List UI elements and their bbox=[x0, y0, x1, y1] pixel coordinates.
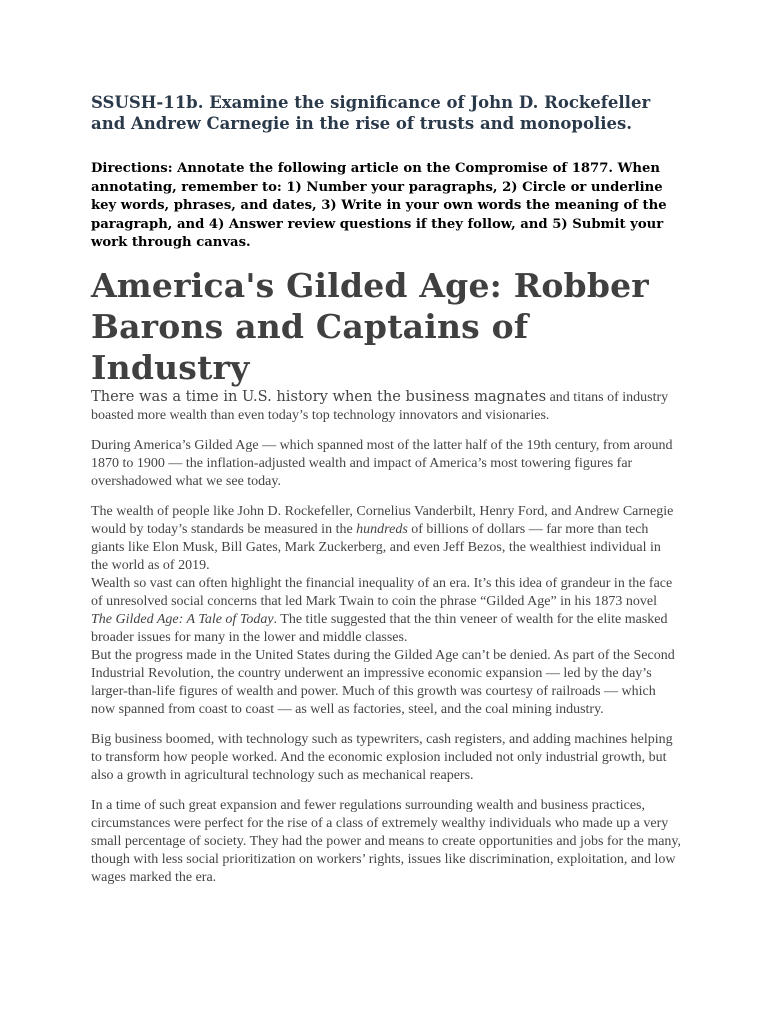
paragraph-6: In a time of such great expansion and fewer regulations surrounding wealth and business practices, circumstances were perfect for the rise of a class of extremely wealthy individuals who made up a very small percentage of society. They had the power and means to create opportunities and jobs for the many, though with less social prioritization on workers’ rights, issues like discrimination, exploitation, and low wages marked the era. bbox=[91, 797, 682, 885]
paragraph-5: Big business boomed, with technology such as typewriters, cash registers, and adding machines helping to transform how people worked. And the economic explosion included not only industrial growth, but also a growth in agricultural technology such as mechanical reapers. bbox=[91, 731, 673, 783]
directions-text: Directions: Annotate the following article on the Compromise of 1877. When annotating, remember to: 1) Number your paragraphs, 2) Circle or underline key words, phrases, and dates, 3) Write in your own words the meaning of the paragraph, and 4) Answer review questions if they follow, and 5) Submit your work through canvas. bbox=[91, 161, 667, 250]
lead-large-text: There was a time in U.S. history when the business magnates bbox=[91, 387, 547, 405]
standard-heading: SSUSH-11b. Examine the significance of John D. Rockefeller and Andrew Carnegie in the rise of trusts and monopolies. bbox=[91, 93, 651, 133]
paragraph-3-part-b: . The title suggested that the thin veneer of wealth for the elite masked broader issues for many in the lower and middle classes. bbox=[91, 611, 668, 645]
paragraph-2-emphasis: hundreds bbox=[356, 521, 408, 537]
article-title: America's Gilded Age: Robber Barons and Captains of Industry bbox=[91, 265, 649, 387]
paragraph-4: But the progress made in the United States during the Gilded Age can’t be denied. As part of the Second Industrial Revolution, the country underwent an impressive economic expansion — led by the day’s larger-than-life figures of wealth and power. Much of this growth was courtesy of railroads — which now spanned from coast to coast — as well as factories, steel, and the coal mining industry. bbox=[91, 647, 675, 717]
lead-rest-text: and titans of industry boasted more wealth than even today’s top technology innovators and visionaries. bbox=[91, 389, 669, 423]
paragraph-3-part-a: Wealth so vast can often highlight the financial inequality of an era. It’s this idea of grandeur in the face of unresolved social concerns that led Mark Twain to coin the phrase “Gilded Age” in his 1873 novel bbox=[91, 575, 673, 609]
paragraph-3 bbox=[91, 575, 681, 647]
article-lead bbox=[91, 388, 681, 425]
paragraph-2-part-b: of billions of dollars — far more than tech giants like Elon Musk, Bill Gates, Mark Zuckerberg, and even Jeff Bezos, the wealthiest individual in the world as of 2019. bbox=[91, 521, 661, 573]
paragraph-2 bbox=[91, 503, 681, 575]
novel-title: The Gilded Age: A Tale of Today bbox=[91, 611, 274, 627]
paragraph-2-part-a: The wealth of people like John D. Rockefeller, Cornelius Vanderbilt, Henry Ford, and Andrew Carnegie would by today’s standards be measured in the bbox=[91, 503, 674, 537]
paragraph-1: During America’s Gilded Age — which spanned most of the latter half of the 19th century, from around 1870 to 1900 — the inflation-adjusted wealth and impact of America’s most towering figures far overshadowed what we see today. bbox=[91, 437, 673, 489]
document-page bbox=[91, 92, 681, 887]
